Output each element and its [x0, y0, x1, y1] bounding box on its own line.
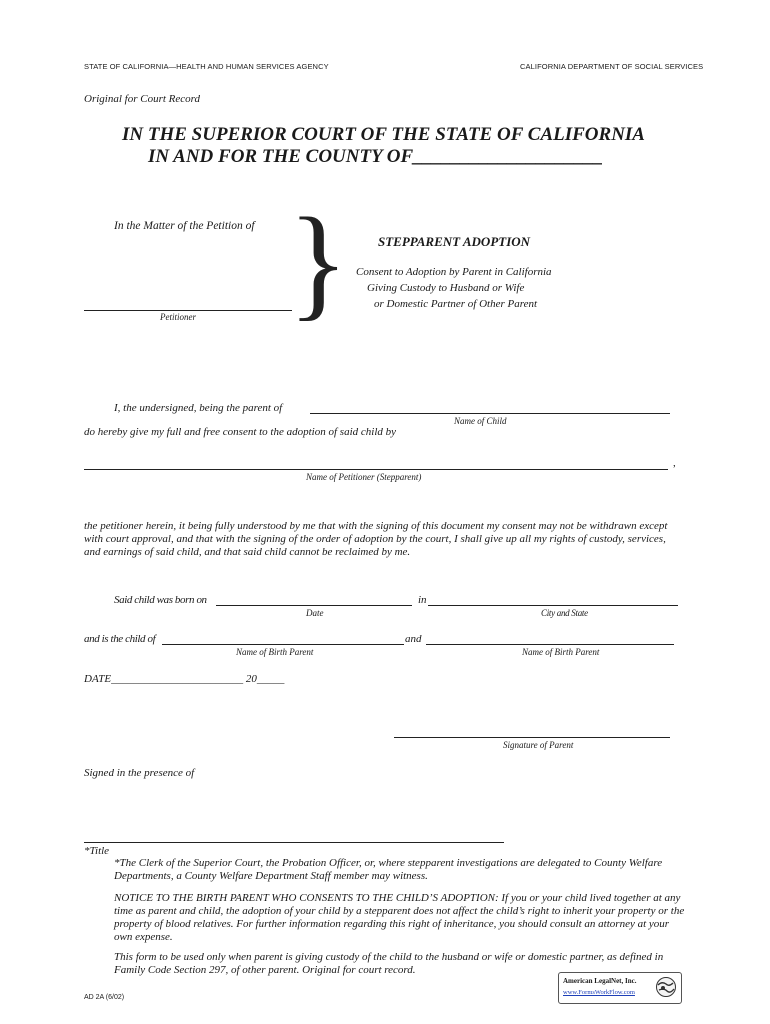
petitioner-label: Petitioner — [160, 312, 196, 322]
year-blank[interactable]: _____ — [256, 673, 285, 685]
date-line[interactable] — [84, 673, 284, 685]
and-label: and — [405, 633, 422, 645]
parent-signature-line[interactable] — [394, 737, 670, 738]
city-state-label: City and State — [541, 608, 588, 618]
child-name-field[interactable] — [310, 413, 670, 414]
clerk-note: *The Clerk of the Superior Court, the Probation Officer, or, where stepparent investigations are delegated to County Welfare Departments, a County Welfare Department Staff member may witness. — [114, 857, 663, 882]
court-title-line-1: IN THE SUPERIOR COURT OF THE STATE OF CALIFORNIA — [122, 124, 645, 145]
signature-label: Signature of Parent — [503, 740, 574, 750]
child-of-label: and is the child of — [84, 633, 156, 645]
born-on-label: Said child was born on — [114, 594, 207, 606]
consent-adoption-text: do hereby give my full and free consent to the adoption of said child by — [84, 426, 397, 438]
child-name-label: Name of Child — [454, 416, 507, 426]
petitioner-name-label: Name of Petitioner (Stepparent) — [306, 472, 422, 482]
agency-header: STATE OF CALIFORNIA—HEALTH AND HUMAN SERVICES AGENCY — [84, 62, 329, 71]
birth-parent-1-field[interactable] — [162, 644, 404, 645]
form-desc-1: Consent to Adoption by Parent in California — [356, 266, 552, 278]
form-desc-3: or Domestic Partner of Other Parent — [374, 298, 538, 310]
birth-place-field[interactable] — [428, 605, 678, 606]
birth-parent-notice: NOTICE TO THE BIRTH PARENT WHO CONSENTS TO THE CHILD’S ADOPTION: If you or your child lived together at any time as parent and child, the adoption of your child by a stepparent does not affect the child’s right to inherit your property or the property of blood relatives. For further information regarding this right of inheritance, you should consult an attorney at your own expense. — [114, 892, 685, 943]
usage-note: This form to be used only when parent is giving custody of the child to the husband or wife or domestic partner, as defined in Family Code Section 297, of other parent. Original for court record. — [114, 951, 664, 976]
globe-icon — [655, 976, 677, 998]
witness-signature-line[interactable] — [84, 842, 504, 843]
birth-parent-1-label: Name of Birth Parent — [236, 647, 314, 657]
matter-label: In the Matter of the Petition of — [114, 220, 255, 232]
department-header: CALIFORNIA DEPARTMENT OF SOCIAL SERVICES — [520, 62, 704, 71]
birth-date-field[interactable] — [216, 605, 412, 606]
date-blank[interactable]: ________________________ — [111, 673, 244, 685]
caption-brace: } — [288, 193, 349, 332]
court-title-line-2: IN AND FOR THE COUNTY OF____________________ — [148, 146, 604, 167]
petitioner-signature-line[interactable] — [84, 310, 292, 311]
birth-parent-2-field[interactable] — [426, 644, 674, 645]
vendor-name: American LegalNet, Inc. — [563, 977, 637, 985]
consent-parent-text: I, the undersigned, being the parent of — [114, 402, 283, 414]
date-label-text: DATE — [84, 673, 112, 685]
birth-parent-2-label: Name of Birth Parent — [522, 647, 600, 657]
form-heading: STEPPARENT ADOPTION — [378, 234, 531, 249]
petitioner-name-field[interactable] — [84, 469, 668, 470]
consent-paragraph: the petitioner herein, it being fully understood by me that with the signing of this document my consent may not be withdrawn except with court approval, and that with the signing of the order of adoption by the court, I shall give up all my rights of custody, services, and earnings of said child, and that said child cannot be reclaimed by me. — [84, 520, 668, 558]
vendor-url[interactable]: www.FormsWorkFlow.com — [563, 989, 635, 996]
presence-label: Signed in the presence of — [84, 767, 195, 779]
form-desc-2: Giving Custody to Husband or Wife — [367, 282, 525, 294]
in-label: in — [418, 594, 427, 606]
vendor-logo[interactable] — [558, 972, 682, 1004]
record-note: Original for Court Record — [84, 93, 201, 105]
year-prefix: 20 — [245, 673, 257, 685]
comma: , — [673, 457, 676, 469]
title-label: *Title — [84, 845, 110, 857]
date-label: Date — [306, 608, 324, 618]
form-id: AD 2A (6/02) — [84, 994, 125, 1001]
